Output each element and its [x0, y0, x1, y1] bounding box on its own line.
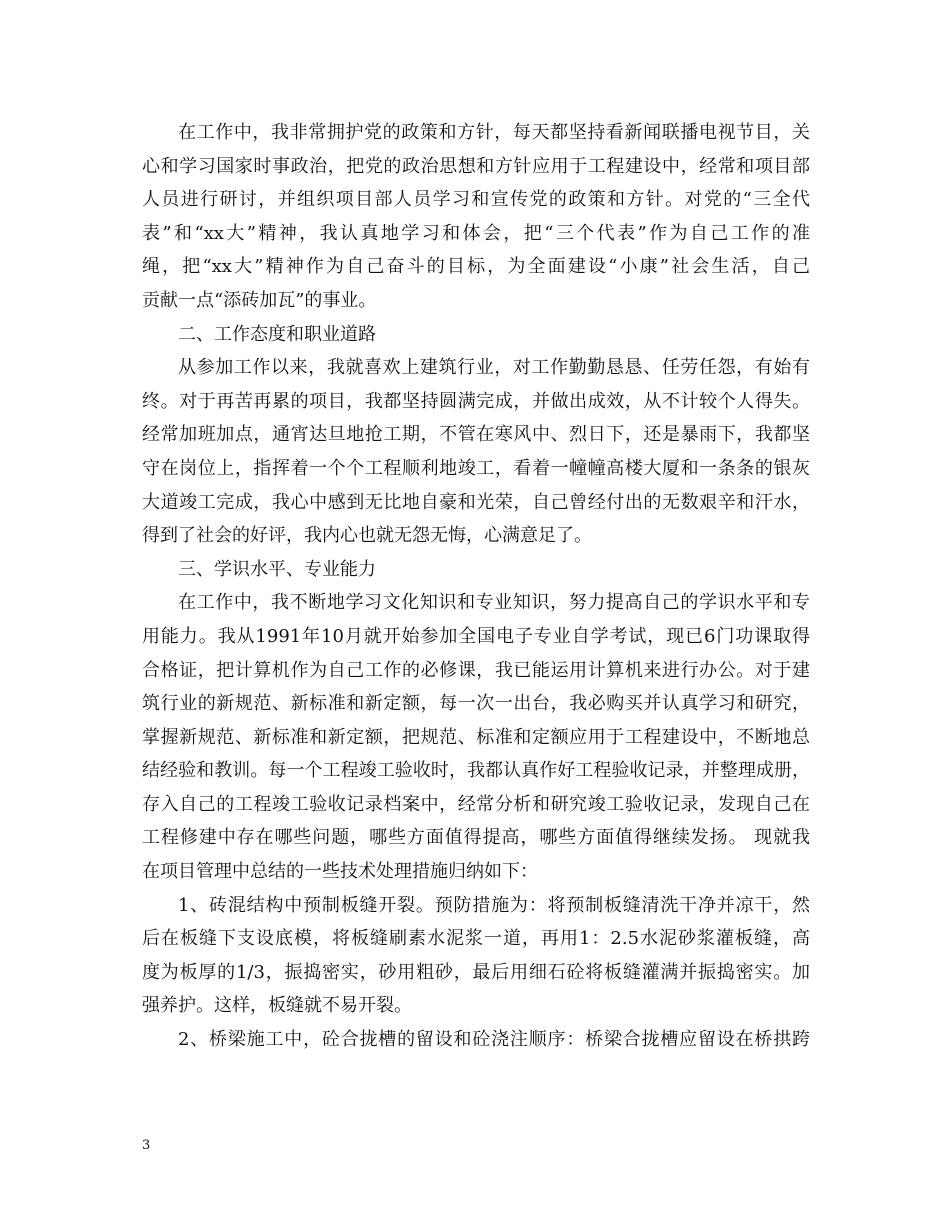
section-heading: 三、学识水平、专业能力 — [178, 558, 376, 580]
text-line: 表”和“xx大”精神，我认真地学习和体会，把“三个代表”作为自己工作的准 — [142, 222, 810, 244]
text-line: 工程修建中存在哪些问题，哪些方面值得提高，哪些方面值得继续发扬。 现就我 — [142, 827, 810, 849]
text-line: 1、砖混结构中预制板缝开裂。预防措施为：将预制板缝清洗干净并凉干，然 — [178, 894, 810, 916]
text-line: 大道竣工完成，我心中感到无比地自豪和光荣，自己曾经付出的无数艰辛和汗水， — [142, 491, 810, 513]
text-line: 度为板厚的1/3，振捣密实，砂用粗砂，最后用细石砼将板缝灌满并振捣密实。加 — [142, 961, 810, 983]
text-line: 得到了社会的好评，我内心也就无怨无悔，心满意足了。 — [142, 525, 592, 547]
text-line: 合格证，把计算机作为自己工作的必修课，我已能运用计算机来进行办公。对于建 — [142, 659, 810, 681]
text-line: 贡献一点“添砖加瓦”的事业。 — [142, 289, 377, 311]
text-line: 结经验和教训。每一个工程竣工验收时，我都认真作好工程验收记录，并整理成册， — [142, 760, 810, 782]
text-line: 守在岗位上，指挥着一个个工程顺利地竣工，看着一幢幢高楼大厦和一条条的银灰 — [142, 457, 810, 479]
text-line: 经常加班加点，通宵达旦地抢工期，不管在寒风中、烈日下，还是暴雨下，我都坚 — [142, 424, 810, 446]
text-line: 终。对于再苦再累的项目，我都坚持圆满完成，并做出成效，从不计较个人得失。 — [142, 390, 810, 412]
text-line: 后在板缝下支设底模，将板缝刷素水泥浆一道，再用1：2.5水泥砂浆灌板缝，高 — [142, 928, 810, 950]
text-line: 人员进行研讨，并组织项目部人员学习和宣传党的政策和方针。对党的“三全代 — [142, 189, 810, 211]
text-line: 在项目管理中总结的一些技术处理措施归纳如下： — [142, 861, 538, 883]
section-heading: 二、工作态度和职业道路 — [178, 323, 376, 345]
text-line: 强养护。这样，板缝就不易开裂。 — [142, 995, 412, 1017]
text-line: 筑行业的新规范、新标准和新定额，每一次一出台，我必购买并认真学习和研究， — [142, 693, 810, 715]
page-number: 3 — [142, 1138, 151, 1153]
text-line: 绳，把“xx大”精神作为自己奋斗的目标，为全面建设“小康”社会生活，自己 — [142, 256, 810, 278]
document-body — [142, 116, 810, 1057]
text-line: 心和学习国家时事政治，把党的政治思想和方针应用于工程建设中，经常和项目部 — [142, 155, 810, 177]
text-line: 从参加工作以来，我就喜欢上建筑行业，对工作勤勤恳恳、任劳任怨，有始有 — [178, 357, 810, 379]
text-line: 用能力。我从1991年10月就开始参加全国电子专业自学考试，现已6门功课取得 — [142, 625, 810, 647]
text-line: 在工作中，我不断地学习文化知识和专业知识，努力提高自己的学识水平和专 — [178, 592, 810, 614]
text-line: 掌握新规范、新标准和新定额，把规范、标准和定额应用于工程建设中，不断地总 — [142, 726, 810, 748]
text-line: 存入自己的工程竣工验收记录档案中，经常分析和研究竣工验收记录，发现自己在 — [142, 793, 810, 815]
text-line: 2、桥梁施工中，砼合拢槽的留设和砼浇注顺序：桥梁合拢槽应留设在桥拱跨 — [178, 1029, 810, 1051]
text-line: 在工作中，我非常拥护党的政策和方针，每天都坚持看新闻联播电视节目，关 — [178, 122, 810, 143]
